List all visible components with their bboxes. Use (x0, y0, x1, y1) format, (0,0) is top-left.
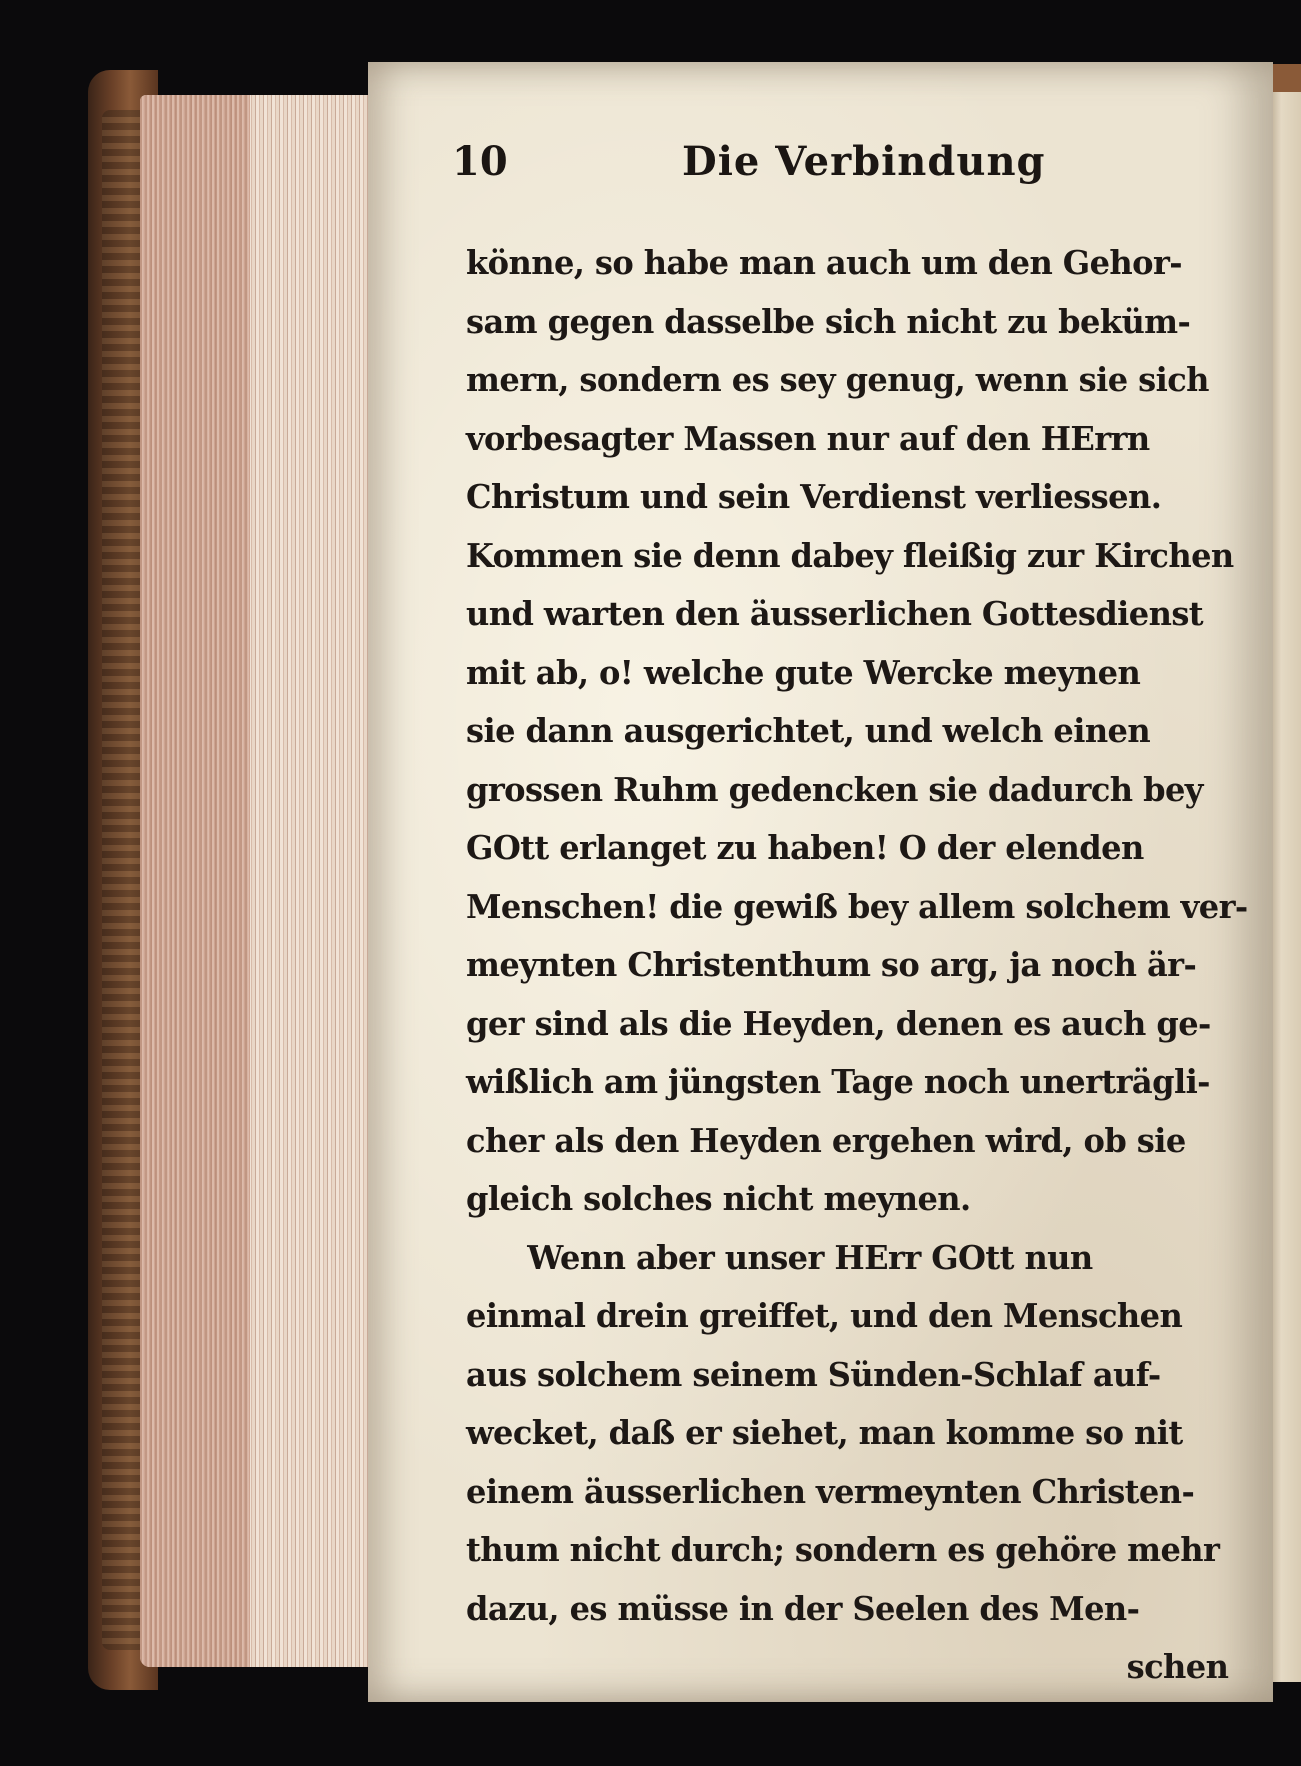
text-line: einem äusserlichen vermeynten Christen- (466, 1471, 1195, 1511)
text-line: cher als den Heyden ergehen wird, ob sie (466, 1120, 1186, 1160)
text-line: Menschen! die gewiß bey allem solchem ver- (466, 886, 1248, 926)
text-line: aus solchem seinem Sünden-Schlaf auf- (466, 1354, 1161, 1394)
text-line: gleich solches nicht meynen. (466, 1179, 971, 1218)
running-head: Die Verbindung (682, 138, 1046, 185)
page-number: 10 (452, 138, 508, 185)
catchword: schen (1126, 1647, 1229, 1686)
text-line: vorbesagter Massen nur auf den HErrn (466, 418, 1150, 458)
paragraph-start-line: Wenn aber unser HErr GOtt nun (527, 1237, 1093, 1277)
text-line: dazu, es müsse in der Seelen des Men- (466, 1588, 1140, 1628)
text-line: GOtt erlanget zu haben! O der elenden (466, 828, 1144, 867)
page-header (452, 138, 1232, 208)
text-line: meynten Christenthum so arg, ja noch är- (466, 945, 1197, 984)
text-line: grossen Ruhm gedencken sie dadurch bey (466, 769, 1203, 809)
text-line: ger sind als die Heyden, denen es auch ge- (466, 1003, 1211, 1043)
text-line: Kommen sie denn dabey fleißig zur Kirchen (466, 535, 1234, 575)
text-line: mern, sondern es sey genug, wenn sie sich (466, 360, 1209, 399)
page-edges (140, 95, 372, 1667)
text-line: wißlich am jüngsten Tage noch unerträgli- (466, 1062, 1210, 1101)
text-line: mit ab, o! welche gute Wercke meynen (466, 652, 1141, 692)
text-line: wecket, daß er siehet, man komme so nit (466, 1413, 1183, 1452)
text-line: Christum und sein Verdienst verliessen. (466, 477, 1162, 516)
text-line: sie dann ausgerichtet, und welch einen (466, 711, 1151, 750)
text-line: thum nicht durch; sondern es gehöre mehr (466, 1530, 1220, 1569)
text-line: könne, so habe man auch um den Gehor- (466, 243, 1183, 282)
text-line: und warten den äusserlichen Gottesdienst (466, 594, 1204, 633)
text-line: sam gegen dasselbe sich nicht zu beküm- (466, 301, 1191, 341)
text-line: einmal drein greiffet, und den Menschen (466, 1296, 1183, 1335)
body-text (466, 234, 1266, 1697)
